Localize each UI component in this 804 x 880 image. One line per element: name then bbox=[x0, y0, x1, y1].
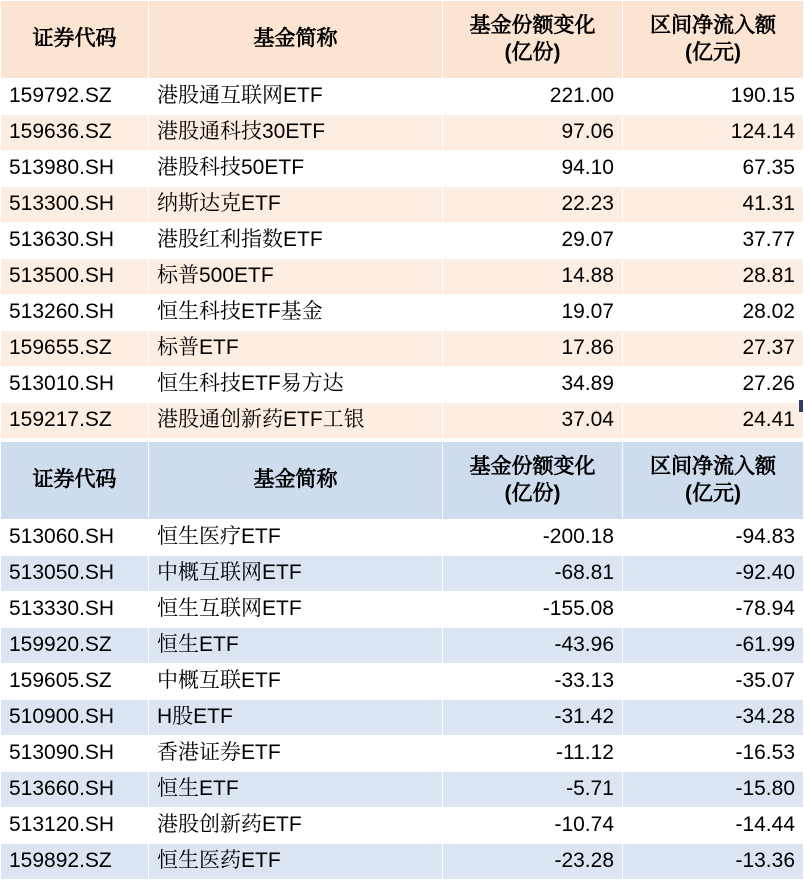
header-text-line2: (亿元) bbox=[685, 481, 741, 505]
header-text-line2: (亿元) bbox=[685, 40, 741, 64]
cell-share-change: 37.04 bbox=[443, 403, 623, 439]
cell-name: 标普ETF bbox=[149, 331, 443, 367]
cell-net-inflow: 27.37 bbox=[623, 331, 804, 367]
cell-share-change: -200.18 bbox=[443, 520, 623, 556]
header-cell-code bbox=[1, 1, 149, 79]
cell-net-inflow: -13.36 bbox=[623, 844, 804, 880]
cell-name: 香港证券ETF bbox=[149, 736, 443, 772]
cell-share-change: 22.23 bbox=[443, 187, 623, 223]
header-cell-share-change bbox=[443, 442, 623, 520]
cell-code: 159605.SZ bbox=[1, 664, 149, 700]
cell-share-change: -43.96 bbox=[443, 628, 623, 664]
cell-code: 159217.SZ bbox=[1, 403, 149, 439]
cell-code: 513060.SH bbox=[1, 520, 149, 556]
header-cell-code bbox=[1, 442, 149, 520]
cell-code: 159636.SZ bbox=[1, 115, 149, 151]
header-cell-share-change bbox=[443, 1, 623, 79]
cell-net-inflow: 67.35 bbox=[623, 151, 804, 187]
cell-code: 513500.SH bbox=[1, 259, 149, 295]
inflow-table-body bbox=[1, 79, 804, 439]
table-row bbox=[1, 844, 804, 880]
outflow-table-header bbox=[1, 442, 804, 520]
outflow-table-body bbox=[1, 520, 804, 880]
cell-share-change: -68.81 bbox=[443, 556, 623, 592]
cell-code: 513300.SH bbox=[1, 187, 149, 223]
cell-share-change: -31.42 bbox=[443, 700, 623, 736]
cell-share-change: 97.06 bbox=[443, 115, 623, 151]
table-row bbox=[1, 592, 804, 628]
cell-code: 159920.SZ bbox=[1, 628, 149, 664]
cell-name: 恒生互联网ETF bbox=[149, 592, 443, 628]
table-row bbox=[1, 556, 804, 592]
cell-name: 中概互联ETF bbox=[149, 664, 443, 700]
header-cell-net-inflow bbox=[623, 1, 804, 79]
table-row bbox=[1, 295, 804, 331]
header-text: 基金简称 bbox=[253, 27, 338, 51]
header-cell-name bbox=[149, 1, 443, 79]
cell-share-change: 14.88 bbox=[443, 259, 623, 295]
table-row bbox=[1, 187, 804, 223]
cell-name: 恒生医疗ETF bbox=[149, 520, 443, 556]
cell-name: 港股通创新药ETF工银 bbox=[149, 403, 443, 439]
header-text: 证券代码 bbox=[32, 468, 117, 492]
cell-name: 恒生ETF bbox=[149, 772, 443, 808]
cell-code: 513090.SH bbox=[1, 736, 149, 772]
cell-share-change: -5.71 bbox=[443, 772, 623, 808]
cell-net-inflow: 27.26 bbox=[623, 367, 804, 403]
cell-share-change: 34.89 bbox=[443, 367, 623, 403]
header-text: 证券代码 bbox=[32, 27, 117, 51]
cell-share-change: 19.07 bbox=[443, 295, 623, 331]
cell-name: 恒生医药ETF bbox=[149, 844, 443, 880]
table-row bbox=[1, 403, 804, 439]
header-text-line2: (亿份) bbox=[504, 481, 561, 505]
cell-net-inflow: -16.53 bbox=[623, 736, 804, 772]
table-header-row bbox=[1, 1, 804, 79]
header-text-line1: 区间净流入额 bbox=[650, 455, 776, 479]
cell-net-inflow: 41.31 bbox=[623, 187, 804, 223]
cell-share-change: 94.10 bbox=[443, 151, 623, 187]
cell-share-change: 17.86 bbox=[443, 331, 623, 367]
header-text-line1: 基金份额变化 bbox=[469, 14, 596, 38]
cell-net-inflow: 124.14 bbox=[623, 115, 804, 151]
table-row bbox=[1, 151, 804, 187]
table-row bbox=[1, 367, 804, 403]
cell-name: 港股红利指数ETF bbox=[149, 223, 443, 259]
cell-code: 513980.SH bbox=[1, 151, 149, 187]
cell-share-change: -23.28 bbox=[443, 844, 623, 880]
table-row bbox=[1, 223, 804, 259]
inflow-table-header bbox=[1, 1, 804, 79]
table-row bbox=[1, 115, 804, 151]
header-text-line1: 区间净流入额 bbox=[650, 14, 776, 38]
table-row bbox=[1, 331, 804, 367]
header-text-line1: 基金份额变化 bbox=[469, 455, 596, 479]
table-row bbox=[1, 700, 804, 736]
cell-net-inflow: -15.80 bbox=[623, 772, 804, 808]
cell-name: 恒生科技ETF易方达 bbox=[149, 367, 443, 403]
cell-name: 港股通科技30ETF bbox=[149, 115, 443, 151]
table-row bbox=[1, 79, 804, 115]
cell-name: 恒生科技ETF基金 bbox=[149, 295, 443, 331]
table-row bbox=[1, 736, 804, 772]
cell-name: 港股科技50ETF bbox=[149, 151, 443, 187]
cell-code: 513010.SH bbox=[1, 367, 149, 403]
cell-code: 513330.SH bbox=[1, 592, 149, 628]
cell-share-change: -11.12 bbox=[443, 736, 623, 772]
cell-code: 513050.SH bbox=[1, 556, 149, 592]
cell-name: 中概互联网ETF bbox=[149, 556, 443, 592]
cell-code: 513660.SH bbox=[1, 772, 149, 808]
cell-code: 513630.SH bbox=[1, 223, 149, 259]
cell-name: 港股创新药ETF bbox=[149, 808, 443, 844]
cell-net-inflow: 28.81 bbox=[623, 259, 804, 295]
header-cell-net-inflow bbox=[623, 442, 804, 520]
table-row bbox=[1, 808, 804, 844]
table-row bbox=[1, 259, 804, 295]
cell-net-inflow: 24.41 bbox=[623, 403, 804, 439]
cell-net-inflow: -14.44 bbox=[623, 808, 804, 844]
cell-name: H股ETF bbox=[149, 700, 443, 736]
cell-share-change: 29.07 bbox=[443, 223, 623, 259]
cell-net-inflow: -35.07 bbox=[623, 664, 804, 700]
cell-code: 159892.SZ bbox=[1, 844, 149, 880]
cell-share-change: -155.08 bbox=[443, 592, 623, 628]
header-text: 基金简称 bbox=[253, 468, 338, 492]
cell-name: 标普500ETF bbox=[149, 259, 443, 295]
cell-name: 港股通互联网ETF bbox=[149, 79, 443, 115]
table-row bbox=[1, 628, 804, 664]
cell-code: 159792.SZ bbox=[1, 79, 149, 115]
cell-net-inflow: 37.77 bbox=[623, 223, 804, 259]
cell-net-inflow: -92.40 bbox=[623, 556, 804, 592]
cell-code: 159655.SZ bbox=[1, 331, 149, 367]
cell-code: 510900.SH bbox=[1, 700, 149, 736]
inflow-table bbox=[0, 0, 804, 439]
cell-net-inflow: -34.28 bbox=[623, 700, 804, 736]
cell-net-inflow: 28.02 bbox=[623, 295, 804, 331]
table-row bbox=[1, 664, 804, 700]
header-text-line2: (亿份) bbox=[504, 40, 561, 64]
cell-name: 纳斯达克ETF bbox=[149, 187, 443, 223]
cell-net-inflow: 190.15 bbox=[623, 79, 804, 115]
cell-net-inflow: -94.83 bbox=[623, 520, 804, 556]
cell-code: 513120.SH bbox=[1, 808, 149, 844]
table-row bbox=[1, 520, 804, 556]
cell-share-change: -10.74 bbox=[443, 808, 623, 844]
header-cell-name bbox=[149, 442, 443, 520]
table-header-row bbox=[1, 442, 804, 520]
right-edge-marker bbox=[799, 400, 803, 412]
cell-name: 恒生ETF bbox=[149, 628, 443, 664]
outflow-table bbox=[0, 441, 804, 880]
cell-share-change: -33.13 bbox=[443, 664, 623, 700]
cell-code: 513260.SH bbox=[1, 295, 149, 331]
cell-share-change: 221.00 bbox=[443, 79, 623, 115]
cell-net-inflow: -61.99 bbox=[623, 628, 804, 664]
table-row bbox=[1, 772, 804, 808]
cell-net-inflow: -78.94 bbox=[623, 592, 804, 628]
